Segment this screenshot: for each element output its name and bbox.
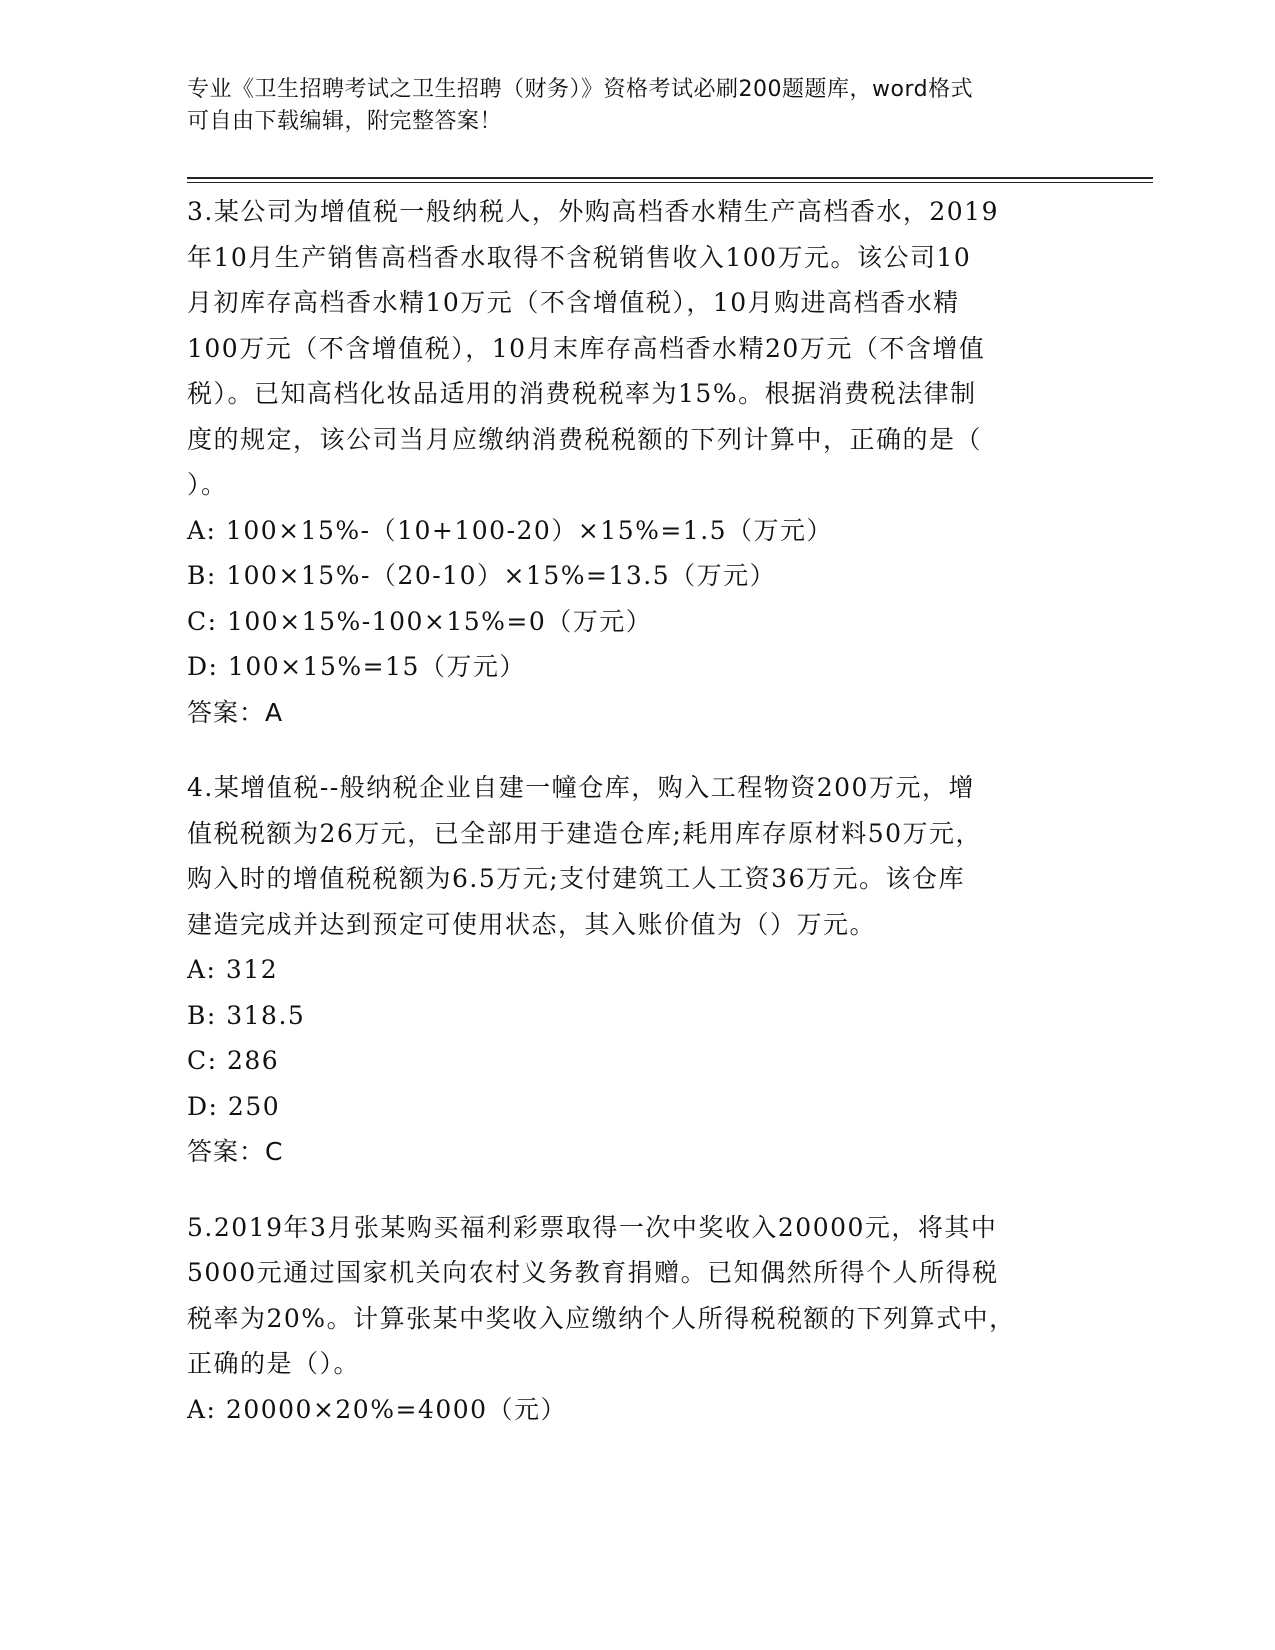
question-text-line: 100万元（不含增值税），10月末库存高档香水精20万元（不含增值 <box>187 333 986 363</box>
document-header <box>187 74 1067 138</box>
question-text-line: 5000元通过国家机关向农村义务教育捐赠。已知偶然所得个人所得税 <box>187 1258 999 1287</box>
question-text-line: 税率为20%。计算张某中奖收入应缴纳个人所得税税额的下列算式中， <box>187 1303 1016 1333</box>
answer-label: 答案：A <box>187 697 284 727</box>
question-text-line: 4.某增值税--般纳税企业自建一幢仓库，购入工程物资200万元，增 <box>187 773 975 802</box>
option-b: B: 318.5 <box>187 1000 306 1030</box>
question-4 <box>187 765 1087 1175</box>
option-a: A: 312 <box>187 955 279 984</box>
option-a: A: 100×15%-（10+100-20）×15%=1.5（万元） <box>187 515 834 545</box>
answer-label: 答案：C <box>187 1137 284 1166</box>
question-5 <box>187 1205 1087 1433</box>
question-list <box>187 189 1087 1462</box>
question-text-line: 值税税额为26万元，已全部用于建造仓库;耗用库存原材料50万元， <box>187 818 983 848</box>
question-text-line: 年10月生产销售高档香水取得不含税销售收入100万元。该公司10 <box>187 242 972 272</box>
option-b: B: 100×15%-（20-10）×15%=13.5（万元） <box>187 561 777 590</box>
question-text-line: ）。 <box>187 470 228 499</box>
question-text-line: 建造完成并达到预定可使用状态，其入账价值为（）万元。 <box>187 909 877 939</box>
question-text-line: 度的规定，该公司当月应缴纳消费税税额的下列计算中，正确的是（ <box>187 424 983 454</box>
header-divider-thin <box>187 182 1153 183</box>
header-line-1: 专业《卫生招聘考试之卫生招聘（财务）》资格考试必刷200题题库，word格式 <box>187 77 974 102</box>
option-a: A: 20000×20%=4000（元） <box>187 1394 568 1424</box>
question-text-line: 3.某公司为增值税一般纳税人，外购高档香水精生产高档香水，2019 <box>187 197 999 226</box>
header-divider-thick <box>187 177 1153 179</box>
question-text-line: 5.2019年3月张某购买福利彩票取得一次中奖收入20000元，将其中 <box>187 1212 998 1242</box>
question-text-line: 税）。已知高档化妆品适用的消费税税率为15%。根据消费税法律制 <box>187 379 977 408</box>
option-d: D: 250 <box>187 1091 281 1121</box>
question-text-line: 正确的是（）。 <box>187 1349 361 1378</box>
option-c: C: 100×15%-100×15%=0（万元） <box>187 606 653 636</box>
header-line-2: 可自由下载编辑，附完整答案！ <box>187 109 503 134</box>
question-3 <box>187 189 1087 735</box>
option-c: C: 286 <box>187 1046 280 1075</box>
question-text-line: 月初库存高档香水精10万元（不含增值税），10月购进高档香水精 <box>187 288 960 317</box>
option-d: D: 100×15%=15（万元） <box>187 652 526 681</box>
question-text-line: 购入时的增值税税额为6.5万元;支付建筑工人工资36万元。该仓库 <box>187 864 965 893</box>
